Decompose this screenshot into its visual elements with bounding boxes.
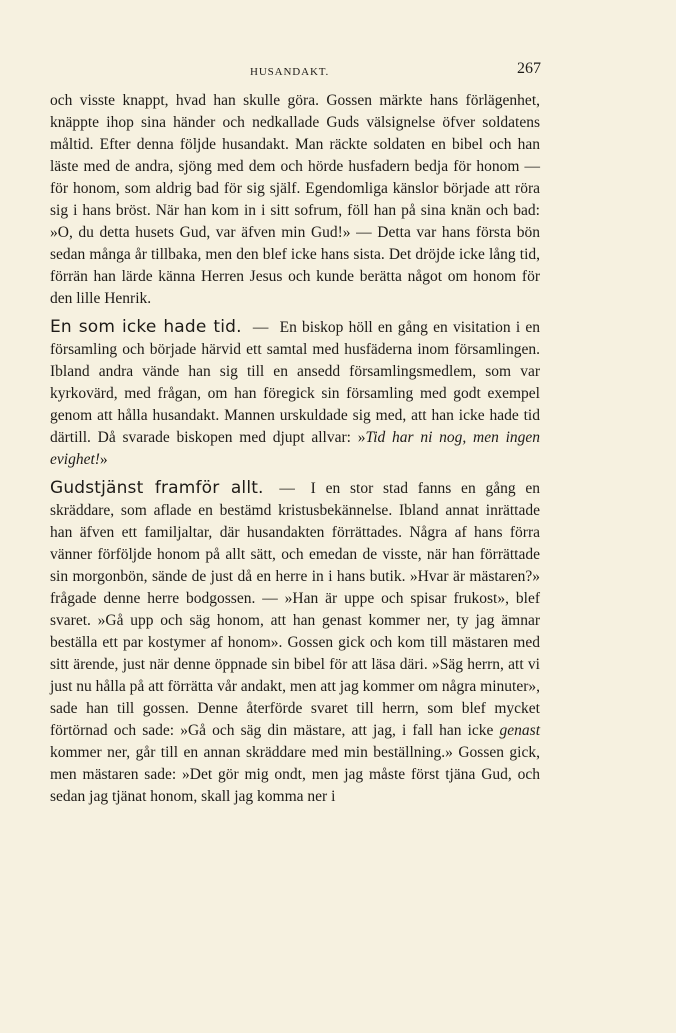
quote-open: » xyxy=(357,429,366,446)
em-dash: — xyxy=(252,319,269,336)
paragraph-3 xyxy=(50,477,540,808)
body-text xyxy=(50,90,540,808)
section-heading-no-time: En som icke hade tid. xyxy=(50,317,242,337)
paragraph-1-text: och visste knappt, hvad han skulle göra. Gossen märkte hans förlägenhet, knäppte ihop sina händer och nedkallade Guds välsignelse öfver soldatens måltid. Efter denna följde husandakt. Man räckte soldaten en bibel och han läste med de andra, sjöng med dem och hörde husfadern bedja för honom — för honom, som aldrig bad för sig själf. Egendomliga känslor började att röra sig i hans bröst. När han kom in i sitt sofrum, föll han på sina knän och bad: »O, du detta husets Gud, var äfven min Gud!» — Detta var hans första bön sedan många år tillbaka, men den blef icke hans sista. Det dröjde icke lång tid, förrän han lärde känna Herren Jesus och kunde berätta något om honom för den lille Henrik. xyxy=(50,92,540,307)
italic-word-genast: genast xyxy=(499,722,540,739)
paragraph-2 xyxy=(50,316,540,471)
paragraph-3-text-b: kommer ner, går till en annan skräddare med min beställning.» Gossen gick, men mästaren sade: »Det gör mig ondt, men jag måste först tjäna Gud, och sedan jag tjänat honom, skall jag komma ner i xyxy=(50,744,540,805)
quote-close: » xyxy=(99,451,108,468)
italic-quote: Tid har ni nog, men ingen evighet! xyxy=(50,429,541,468)
paragraph-2-text: En biskop höll en gång en visitation i en församling och började härvid ett samtal med husfäderna inom församlingen. Ibland andra vände han sig till en ansedd församlingsmedlem, som var kyrkovärd, med frågan, om han föregick sin församling med godt exempel genom att hålla husandakt. Mannen urskuldade sig med, att han icke hade tid därtill. Då svarade biskopen med djupt allvar: xyxy=(50,319,541,446)
section-heading-worship-first: Gudstjänst framför allt. xyxy=(50,478,264,498)
running-title: HUSANDAKT. xyxy=(250,66,330,78)
paragraph-3-text-a: I en stor stad fanns en gång en skräddare, som aflade en bestämd kristusbekännelse. Ibland annat inrättade han äfven ett familjaltar, där husandakten förrättades. Några af hans förra vänner förföljde honom på allt sätt, och emedan de visste, när han förrättade sin morgonbön, sände de just då en herre in i hans butik. »Hvar är mästaren?» frågade denne herre bodgossen. — »Han är uppe och spisar frukost», blef svaret. »Gå upp och säg honom, att han genast kommer ner, ty jag ämnar beställa ett par kostymer af honom». Gossen gick och kom till mästaren med sitt ärende, just när denne öppnade sin bibel för att läsa däri. »Säg herrn, att vi just nu hålla på att förrätta vår andakt, men att jag kommer om några minuter», sade han till gossen. Denne återförde svaret till herrn, som blef mycket förtörnad och sade: »Gå och säg din mästare, att jag, i fall han icke xyxy=(50,480,540,739)
page-number: 267 xyxy=(517,60,541,77)
running-head xyxy=(50,60,541,84)
paragraph-1 xyxy=(50,90,540,310)
em-dash: — xyxy=(279,480,295,497)
